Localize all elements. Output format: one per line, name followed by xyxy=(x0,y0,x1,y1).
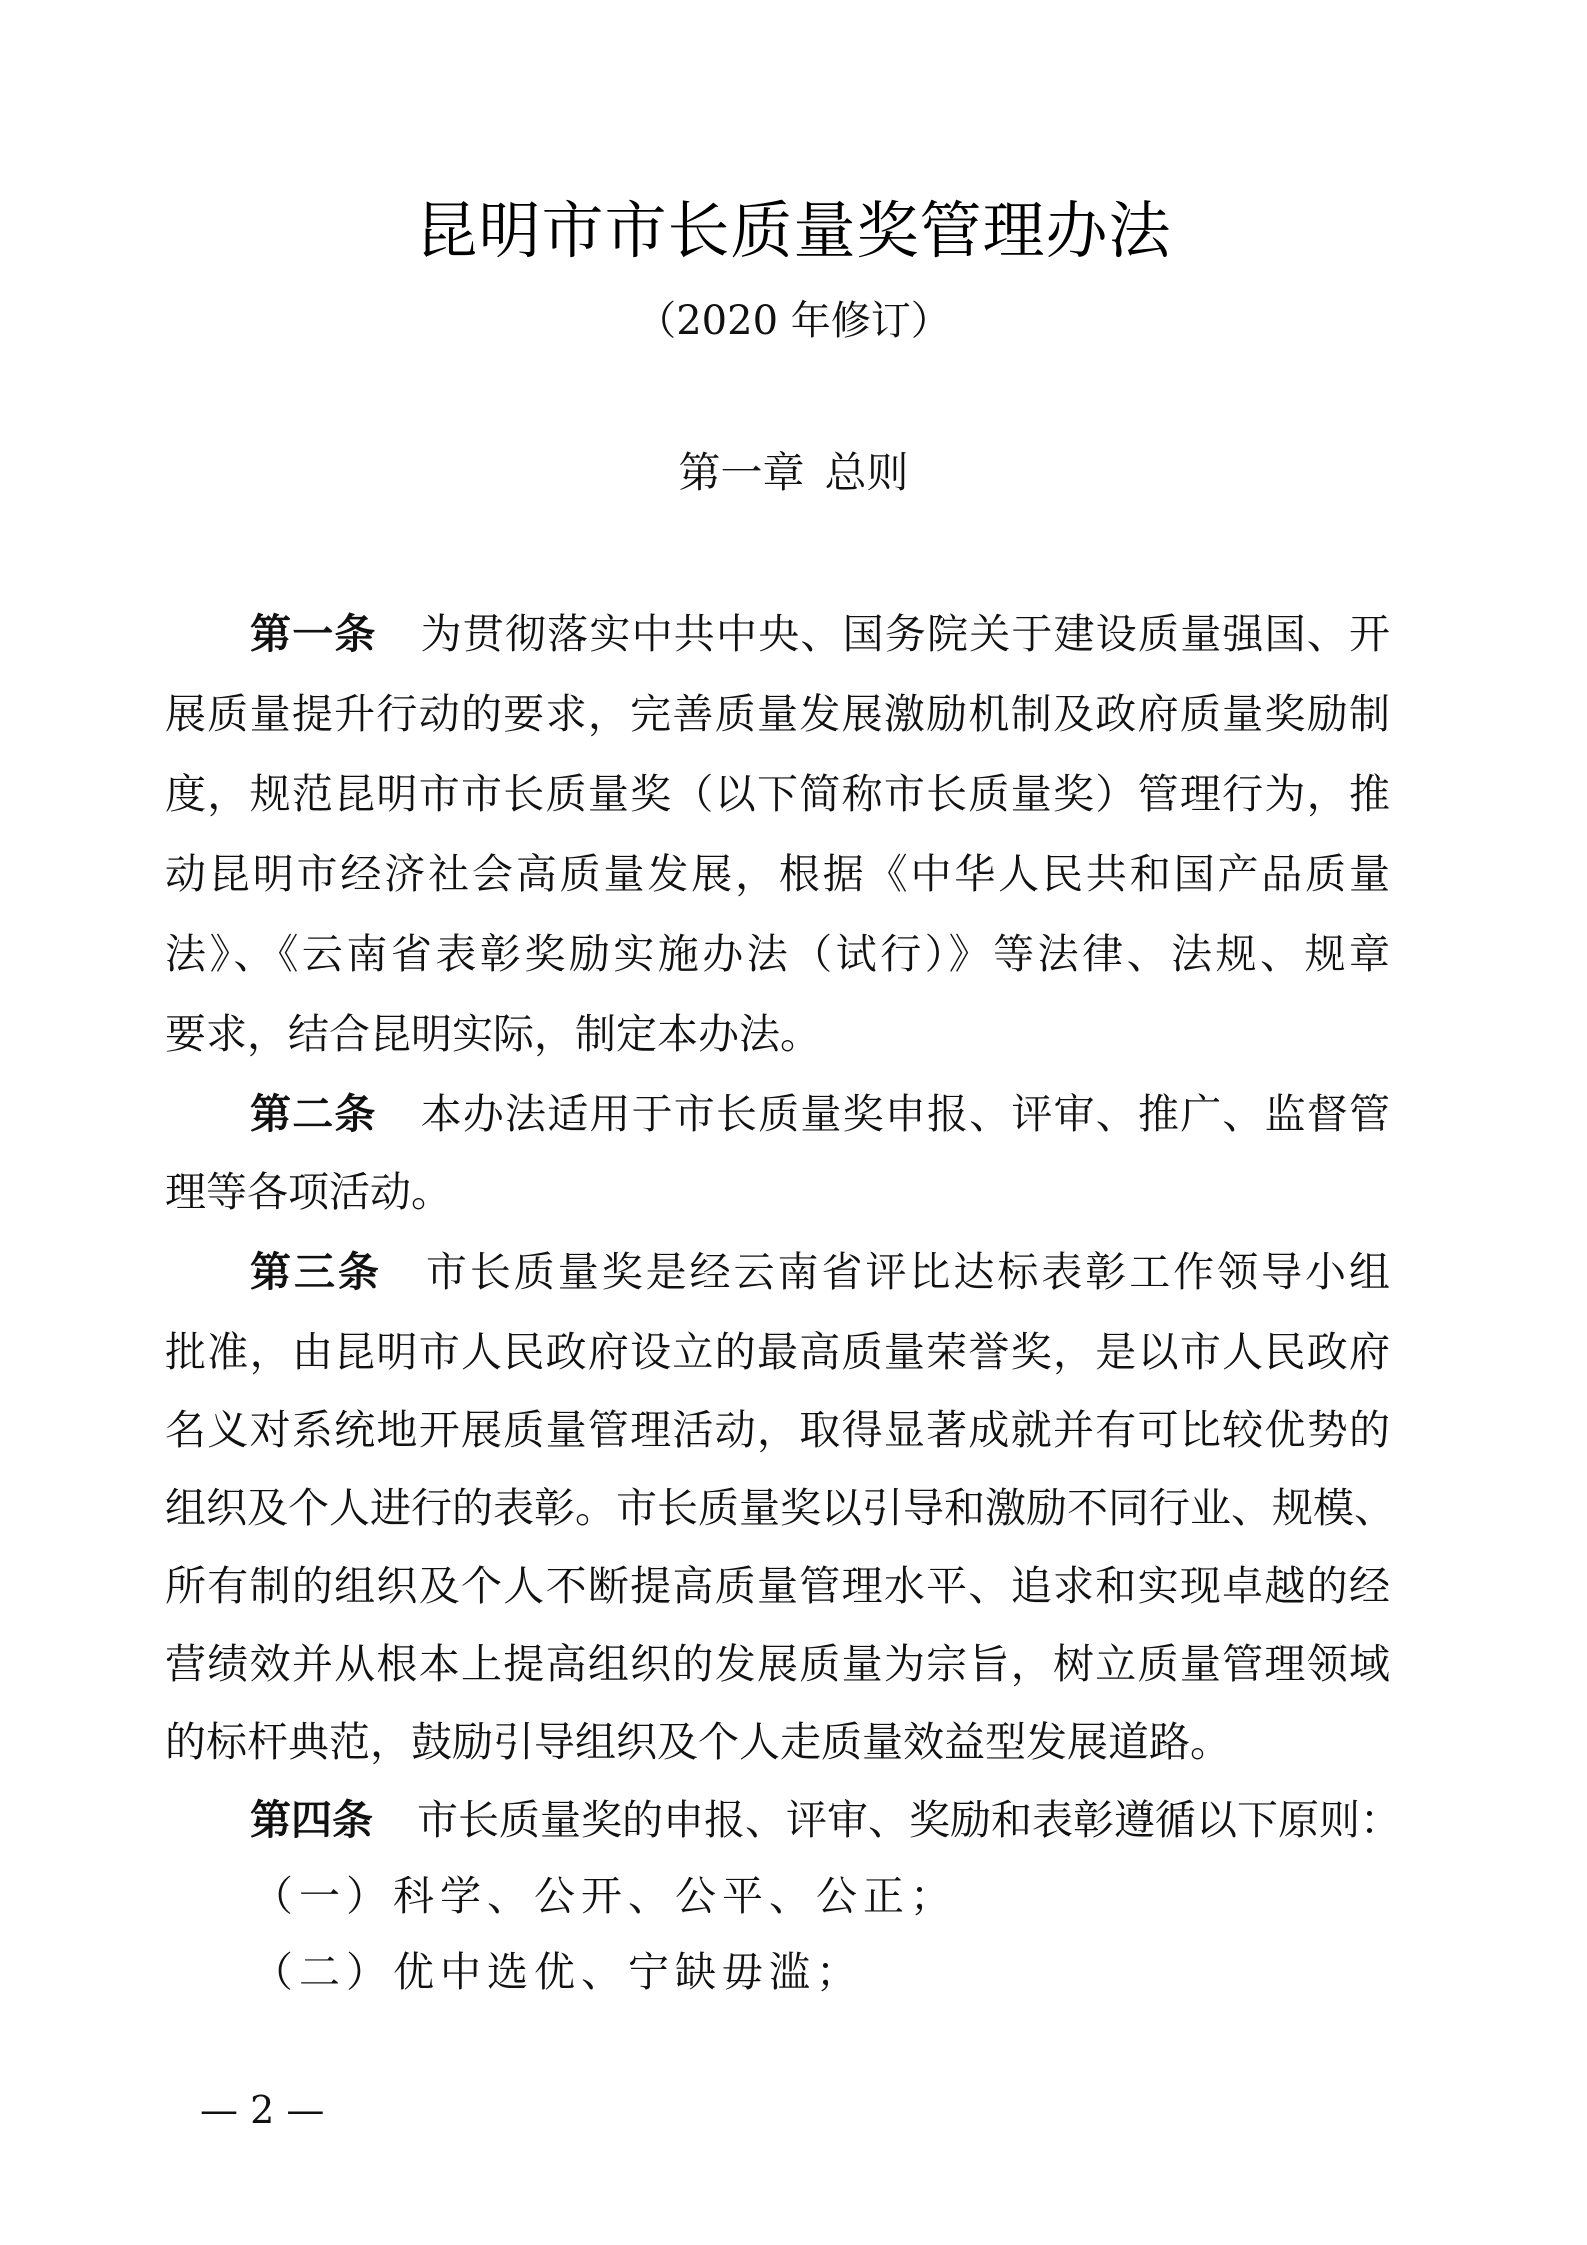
document-title: 昆明市市长质量奖管理办法 xyxy=(415,194,1172,267)
article-1-line-6: 要求，结合昆明实际，制定本办法。 xyxy=(165,1010,821,1058)
document-subtitle: （2020 年修订） xyxy=(636,298,951,344)
article-4-item-2: （二）优中选优、宁缺毋滥； xyxy=(252,1948,863,1996)
article-label: 第二条 xyxy=(250,1090,377,1138)
chapter-number: 第一章 xyxy=(678,448,805,497)
article-3-line-3: 名义对系统地开展质量管理活动，取得显著成就并有可比较优势的 xyxy=(165,1406,1390,1454)
article-1-line-3: 度，规范昆明市市长质量奖（以下简称市长质量奖）管理行为，推 xyxy=(165,770,1390,818)
article-1-line-1 xyxy=(250,608,1390,660)
article-text: 市长质量奖的申报、评审、奖励和表彰遵循以下原则： xyxy=(417,1796,1401,1844)
page-number: — 2 — xyxy=(200,2088,325,2132)
article-text: 本办法适用于市长质量奖申报、评审、推广、监督管 xyxy=(420,1090,1391,1138)
article-text: 为贯彻落实中共中央、国务院关于建设质量强国、开 xyxy=(420,610,1391,658)
article-label: 第三条 xyxy=(250,1248,382,1296)
article-2-line-2: 理等各项活动。 xyxy=(165,1168,452,1216)
article-4-item-1: （一）科学、公开、公平、公正； xyxy=(252,1872,957,1920)
article-2-line-1 xyxy=(250,1088,1390,1140)
article-3-line-6: 营绩效并从根本上提高组织的发展质量为宗旨，树立质量管理领域 xyxy=(165,1640,1390,1688)
article-3-line-1 xyxy=(250,1246,1390,1298)
article-3-line-4: 组织及个人进行的表彰。市长质量奖以引导和激励不同行业、规模、 xyxy=(165,1484,1395,1532)
article-1-line-2: 展质量提升行动的要求，完善质量发展激励机制及政府质量奖励制 xyxy=(165,690,1390,738)
article-3-line-2: 批准，由昆明市人民政府设立的最高质量荣誉奖，是以市人民政府 xyxy=(165,1328,1390,1376)
article-4-line-1 xyxy=(250,1794,1401,1846)
chapter-name: 总则 xyxy=(824,448,909,497)
article-label: 第一条 xyxy=(250,610,377,658)
article-3-line-5: 所有制的组织及个人不断提高质量管理水平、追求和实现卓越的经 xyxy=(165,1562,1390,1610)
article-text: 市长质量奖是经云南省评比达标表彰工作领导小组 xyxy=(425,1248,1390,1296)
article-1-line-4: 动昆明市经济社会高质量发展，根据《中华人民共和国产品质量 xyxy=(165,850,1390,898)
article-1-line-5: 法》、《云南省表彰奖励实施办法（试行）》等法律、法规、规章 xyxy=(165,930,1390,978)
article-label: 第四条 xyxy=(250,1796,373,1844)
chapter-heading xyxy=(0,448,1587,498)
article-3-line-7: 的标杆典范，鼓励引导组织及个人走质量效益型发展道路。 xyxy=(165,1718,1231,1766)
